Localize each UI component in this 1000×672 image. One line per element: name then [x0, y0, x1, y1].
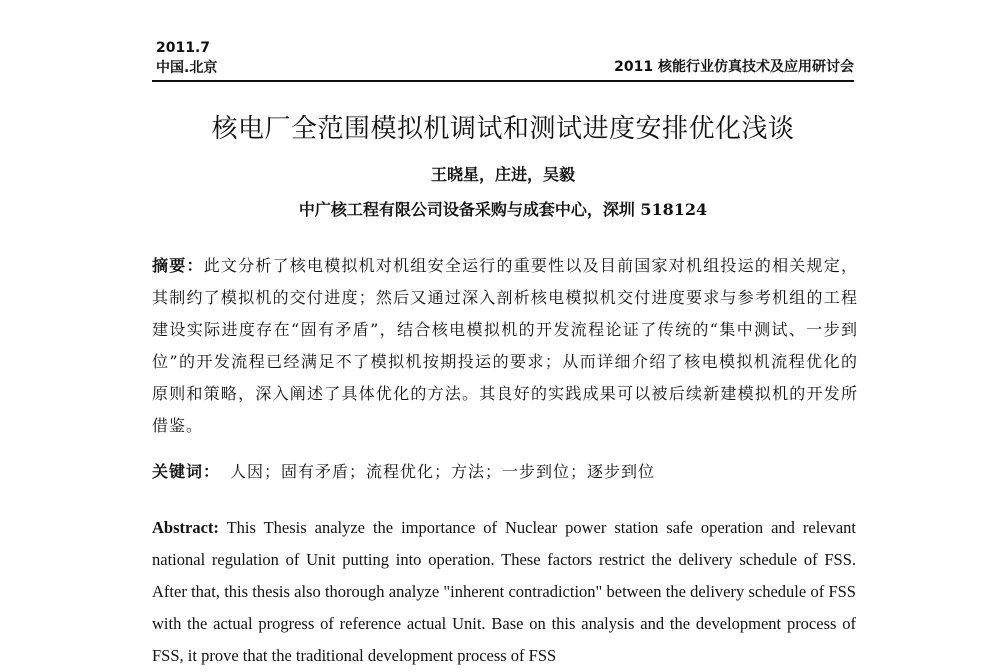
paper-authors: 王晓星，庄进，吴毅: [430, 165, 575, 184]
header-divider: [152, 80, 854, 82]
header-conference: 2011 核能行业仿真技术及应用研讨会: [614, 59, 854, 75]
keywords: [152, 460, 858, 484]
header-date: 2011.7: [156, 40, 211, 56]
abstract-english: [152, 512, 856, 672]
abstract-chinese: [152, 250, 858, 442]
keywords-label: 关键词：: [152, 462, 221, 481]
header-meta: [156, 38, 217, 78]
header-location: 中国.北京: [156, 60, 218, 76]
paper-affiliation: 中广核工程有限公司设备采购与成套中心，深圳 518124: [298, 200, 708, 219]
paper-title: 核电厂全范围模拟机调试和测试进度安排优化浅谈: [211, 114, 795, 144]
abstract-english-label: Abstract:: [152, 518, 219, 537]
abstract-english-text: This Thesis analyze the importance of Nuclear power station safe operation and relevant national regulation of Unit putting into operation. These factors restrict the delivery schedule of FSS. After that, this thesis also thorough analyze "inherent contradiction" between the delivery schedule of FSS with the actual progress of reference actual Unit. Base on this analysis and the development process of FSS, it prove that the traditional development process of FSS: [152, 518, 857, 665]
abstract-chinese-label: 摘要：: [152, 256, 204, 275]
keywords-text: 人因；固有矛盾；流程优化；方法；一步到位；逐步到位: [230, 462, 656, 481]
abstract-chinese-text: 此文分析了核电模拟机对机组安全运行的重要性以及目前国家对机组投运的相关规定，其制约了模拟机的交付进度；然后又通过深入剖析核电模拟机交付进度要求与参考机组的工程建设实际进度存在“固有矛盾”，结合核电模拟机的开发流程论证了传统的“集中测试、一步到位”的开发流程已经满足不了模拟机按期投运的要求；从而详细介绍了核电模拟机流程优化的原则和策略，深入阐述了具体优化的方法。其良好的实践成果可以被后续新建模拟机的开发所借鉴。: [152, 256, 858, 435]
